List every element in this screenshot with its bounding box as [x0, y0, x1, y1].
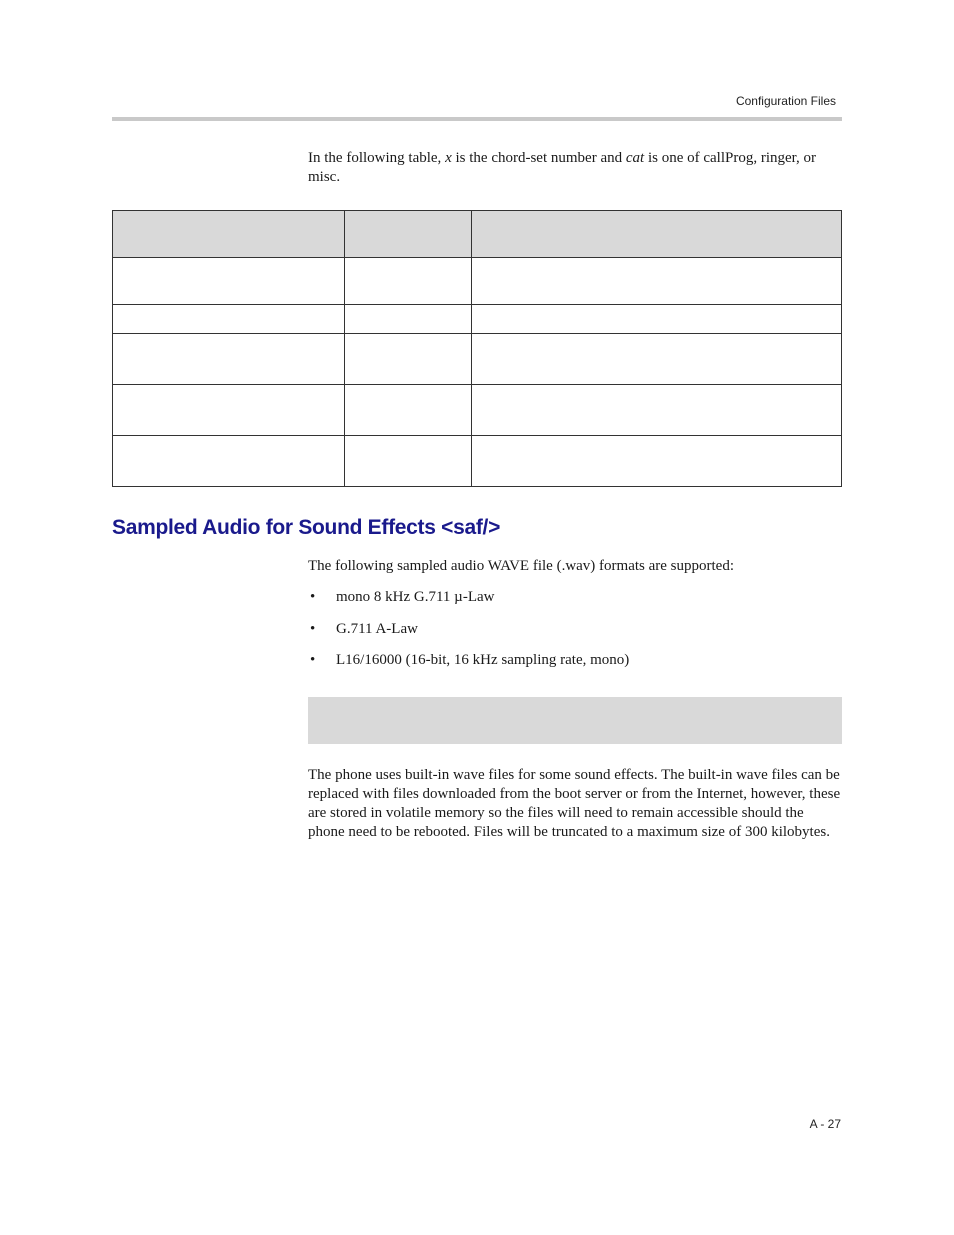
table-cell	[345, 385, 472, 436]
table-cell	[113, 385, 345, 436]
wave-files-paragraph: The phone uses built-in wave files for some sound effects. The built-in wave files can be replaced with files downloaded from the boot server or from the Internet, however, these are stored in volatile memory so the files will need to remain accessible should the phone need to be rebooted. Files will be truncated to a maximum size of 300 kilobytes.	[308, 767, 841, 840]
chord-set-table	[112, 210, 842, 487]
section-heading: Sampled Audio for Sound Effects <saf/>	[112, 516, 501, 539]
bullet: •	[310, 589, 316, 605]
table-cell	[345, 436, 472, 487]
table-cell	[472, 305, 842, 334]
table-header-row	[113, 211, 842, 258]
format-list	[308, 587, 629, 682]
list-item	[308, 587, 629, 619]
table-header-cell	[472, 211, 842, 258]
note-box	[308, 697, 842, 744]
table-cell	[345, 334, 472, 385]
table-row	[113, 436, 842, 487]
table-row	[113, 385, 842, 436]
bullet: •	[310, 620, 316, 637]
intro-text-1: In the following table,	[308, 150, 446, 166]
list-item	[308, 650, 629, 682]
page-number: A - 27	[809, 1117, 841, 1131]
format-item-text: L16/16000 (16-bit, 16 kHz sampling rate, mono)	[336, 652, 630, 668]
table-cell	[113, 436, 345, 487]
format-item-text: mono 8 kHz G.711 µ-Law	[336, 589, 495, 605]
table-row	[113, 334, 842, 385]
table-cell	[345, 258, 472, 305]
table-header-cell	[345, 211, 472, 258]
running-header: Configuration Files	[735, 94, 836, 108]
table-cell	[113, 334, 345, 385]
intro-text-3: is one of callProg, ringer, or misc.	[308, 150, 817, 185]
table-row	[113, 305, 842, 334]
table-cell	[113, 258, 345, 305]
table-cell	[472, 385, 842, 436]
table-cell	[472, 258, 842, 305]
list-item	[308, 619, 629, 651]
formats-intro: The following sampled audio WAVE file (.wav) formats are supported:	[308, 558, 735, 574]
header-rule	[112, 117, 842, 121]
table-row	[113, 258, 842, 305]
intro-var-cat: cat	[625, 150, 645, 166]
intro-paragraph	[308, 149, 842, 187]
intro-text-2: is the chord-set number and	[451, 150, 626, 166]
intro-var-x: x	[445, 150, 452, 166]
table-cell	[345, 305, 472, 334]
bullet: •	[310, 652, 316, 668]
format-item-text: G.711 A-Law	[336, 620, 418, 637]
table-cell	[113, 305, 345, 334]
table-header-cell	[113, 211, 345, 258]
table-cell	[472, 334, 842, 385]
table-cell	[472, 436, 842, 487]
